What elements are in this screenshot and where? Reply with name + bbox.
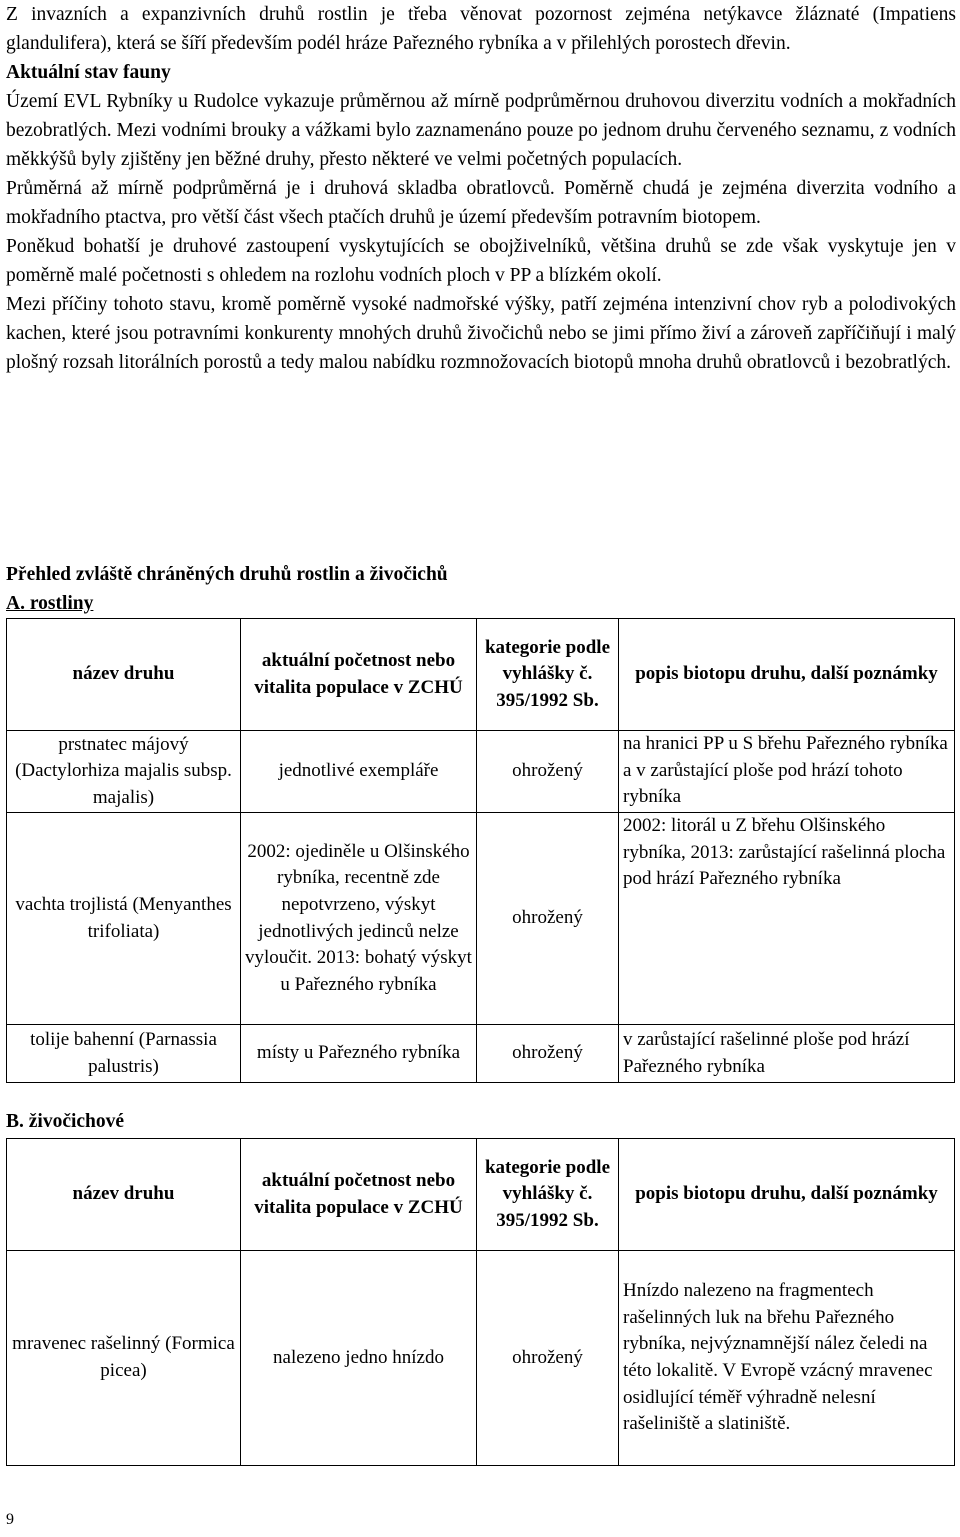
species-name-cell: vachta trojlistá (Menyanthes trifoliata): [7, 813, 241, 1025]
header-abundance: aktuální početnost nebo vitalita populace v ZCHÚ: [241, 1139, 477, 1251]
abundance-cell: nalezeno jedno hnízdo: [241, 1251, 477, 1466]
table-row: [7, 1251, 955, 1466]
abundance-cell: místy u Pařezného rybníka: [241, 1025, 477, 1083]
paragraph-amphibians: Poněkud bohatší je druhové zastoupení vyskytujících se obojživelníků, většina druhů se zde však vyskytuje jen v poměrně malé početnosti s ohledem na rozlohu vodních ploch v PP a blízkém okolí.: [6, 236, 956, 286]
category-cell: ohrožený: [477, 813, 619, 1025]
plants-table: [6, 618, 955, 1083]
abundance-cell: 2002: ojediněle u Olšinského rybníka, recentně zde nepotvrzeno, výskyt jednotlivých jedinců nelze vyloučit. 2013: bohatý výskyt u Pařezného rybníka: [241, 813, 477, 1025]
header-species-name: název druhu: [7, 1139, 241, 1251]
table-row: [7, 731, 955, 813]
species-name-cell: prstnatec májový (Dactylorhiza majalis subsp. majalis): [7, 731, 241, 813]
notes-cell: 2002: litorál u Z břehu Olšinského rybníka, 2013: zarůstající rašelinná plocha pod hrází Pařezného rybníka: [619, 813, 955, 1025]
species-name-cell: tolije bahenní (Parnassia palustris): [7, 1025, 241, 1083]
plants-heading: A. rostliny: [6, 593, 94, 614]
overview-heading: Přehled zvláště chráněných druhů rostlin a živočichů: [6, 564, 448, 585]
species-name-cell: mravenec rašelinný (Formica picea): [7, 1251, 241, 1466]
category-cell: ohrožený: [477, 1025, 619, 1083]
notes-cell: na hranici PP u S břehu Pařezného rybníka a v zarůstající ploše pod hrází tohoto rybníka: [619, 731, 955, 813]
table-row: [7, 1025, 955, 1083]
header-category: kategorie podle vyhlášky č. 395/1992 Sb.: [477, 1139, 619, 1251]
animals-table-header: [7, 1139, 955, 1251]
category-cell: ohrožený: [477, 1251, 619, 1466]
header-abundance: aktuální početnost nebo vitalita populace v ZCHÚ: [241, 619, 477, 731]
paragraph-causes: Mezi příčiny tohoto stavu, kromě poměrně vysoké nadmořské výšky, patří zejména intenzivní chov ryb a polodivokých kachen, které jsou potravními konkurenty mnohých druhů živočichů nebo se jimi přímo živí a zároveň zapříčiňují i malý plošný rozsah litorálních porostů a tedy malou nabídku rozmnožovacích biotopů mnoha druhů obratlovců i bezobratlých.: [6, 294, 956, 373]
header-notes: popis biotopu druhu, další poznámky: [619, 619, 955, 731]
header-category: kategorie podle vyhlášky č. 395/1992 Sb.: [477, 619, 619, 731]
page-number: 9: [6, 1511, 14, 1528]
header-species-name: název druhu: [7, 619, 241, 731]
header-notes: popis biotopu druhu, další poznámky: [619, 1139, 955, 1251]
table-row: [7, 813, 955, 1025]
notes-cell: v zarůstající rašelinné ploše pod hrází Pařezného rybníka: [619, 1025, 955, 1083]
body-text: [6, 0, 956, 377]
plants-table-header: [7, 619, 955, 731]
notes-cell: Hnízdo nalezeno na fragmentech rašelinných luk na břehu Pařezného rybníka, nejvýznamnější nález čeledi na této lokalitě. V Evropě vzácný mravenec osidlující téměř výhradně nelesní rašeliniště a slatiniště.: [619, 1251, 955, 1466]
animals-heading: B. živočichové: [6, 1111, 125, 1132]
paragraph-fauna-diversity: Území EVL Rybníky u Rudolce vykazuje průměrnou až mírně podprůměrnou druhovou diverzitu vodních a mokřadních bezobratlých. Mezi vodními brouky a vážkami bylo zaznamenáno pouze po jednom druhu červeného seznamu, z vodních měkkýšů byly zjištěny jen běžné druhy, přesto některé ve velmi početných populacích.: [6, 91, 956, 170]
paragraph-invasive-plants: Z invazních a expanzivních druhů rostlin je třeba věnovat pozornost zejména netýkavce žláznaté (Impatiens glandulifera), která se šíří především podél hráze Pařezného rybníka a v přilehlých porostech dřevin.: [6, 4, 956, 54]
paragraph-vertebrates: Průměrná až mírně podprůměrná je i druhová skladba obratlovců. Poměrně chudá je zejména diverzita vodního a mokřadního ptactva, pro větší část všech ptačích druhů je území především potravním biotopem.: [6, 178, 956, 228]
abundance-cell: jednotlivé exempláře: [241, 731, 477, 813]
category-cell: ohrožený: [477, 731, 619, 813]
fauna-heading: Aktuální stav fauny: [6, 62, 171, 83]
animals-table: [6, 1138, 955, 1466]
